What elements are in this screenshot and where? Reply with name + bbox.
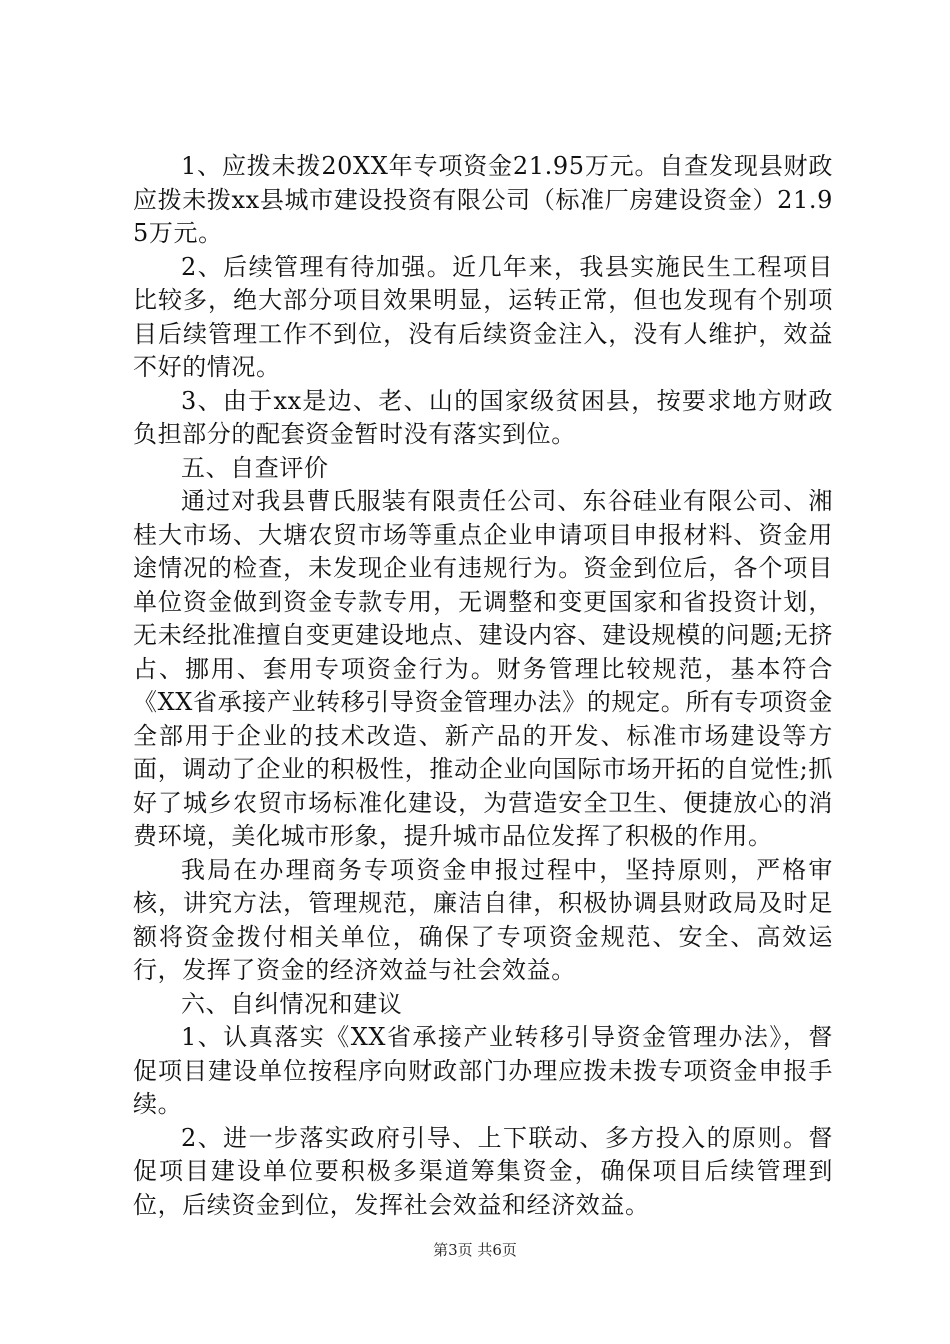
paragraph-unallocated-funds: 1、应拨未拨20XX年专项资金21.95万元。自查发现县财政应拨未拨xx县城市建设投资有限公司（标准厂房建设资金）21.95万元。 — [133, 152, 833, 247]
page-number-footer: 第3页 共6页 — [433, 1241, 517, 1259]
paragraph-suggestion-2: 2、进一步落实政府引导、上下联动、多方投入的原则。督促项目建设单位要积极多渠道筹集资金，确保项目后续管理到位，后续资金到位，发挥社会效益和经济效益。 — [133, 1123, 833, 1219]
paragraph-bureau-work: 我局在办理商务专项资金申报过程中，坚持原则，严格审核，讲究方法，管理规范，廉洁自律，积极协调县财政局及时足额将资金拨付相关单位，确保了专项资金规范、安全、高效运行，发挥了资金的经济效益与社会效益。 — [133, 855, 833, 984]
paragraph-follow-up-management: 2、后续管理有待加强。近几年来，我县实施民生工程项目比较多，绝大部分项目效果明显，运转正常，但也发现有个别项目后续管理工作不到位，没有后续资金注入，没有人维护，效益不好的情况。 — [133, 252, 833, 381]
paragraph-matching-funds: 3、由于xx是边、老、山的国家级贫困县，按要求地方财政负担部分的配套资金暂时没有落实到位。 — [133, 386, 833, 448]
paragraph-suggestion-1: 1、认真落实《XX省承接产业转移引导资金管理办法》，督促项目建设单位按程序向财政部门办理应拨未拨专项资金申报手续。 — [133, 1023, 833, 1118]
document-body — [133, 150, 833, 1222]
section-heading-corrections: 六、自纠情况和建议 — [181, 989, 403, 1018]
section-heading-self-evaluation: 五、自查评价 — [181, 453, 329, 482]
paragraph-inspection-results: 通过对我县曹氏服装有限责任公司、东谷硅业有限公司、湘桂大市场、大塘农贸市场等重点企业申请项目申报材料、资金用途情况的检查，未发现企业有违规行为。资金到位后，各个项目单位资金做到资金专款专用，无调整和变更国家和省投资计划，无未经批准擅自变更建设地点、建设内容、建设规模的问题;无挤占、挪用、套用专项资金行为。财务管理比较规范，基本符合《XX省承接产业转移引导资金管理办法》的规定。所有专项资金全部用于企业的技术改造、新产品的开发、标准市场建设等方面，调动了企业的积极性，推动企业向国际市场开拓的自觉性;抓好了城乡农贸市场标准化建设，为营造安全卫生、便捷放心的消费环境，美化城市形象，提升城市品位发挥了积极的作用。 — [133, 487, 833, 850]
